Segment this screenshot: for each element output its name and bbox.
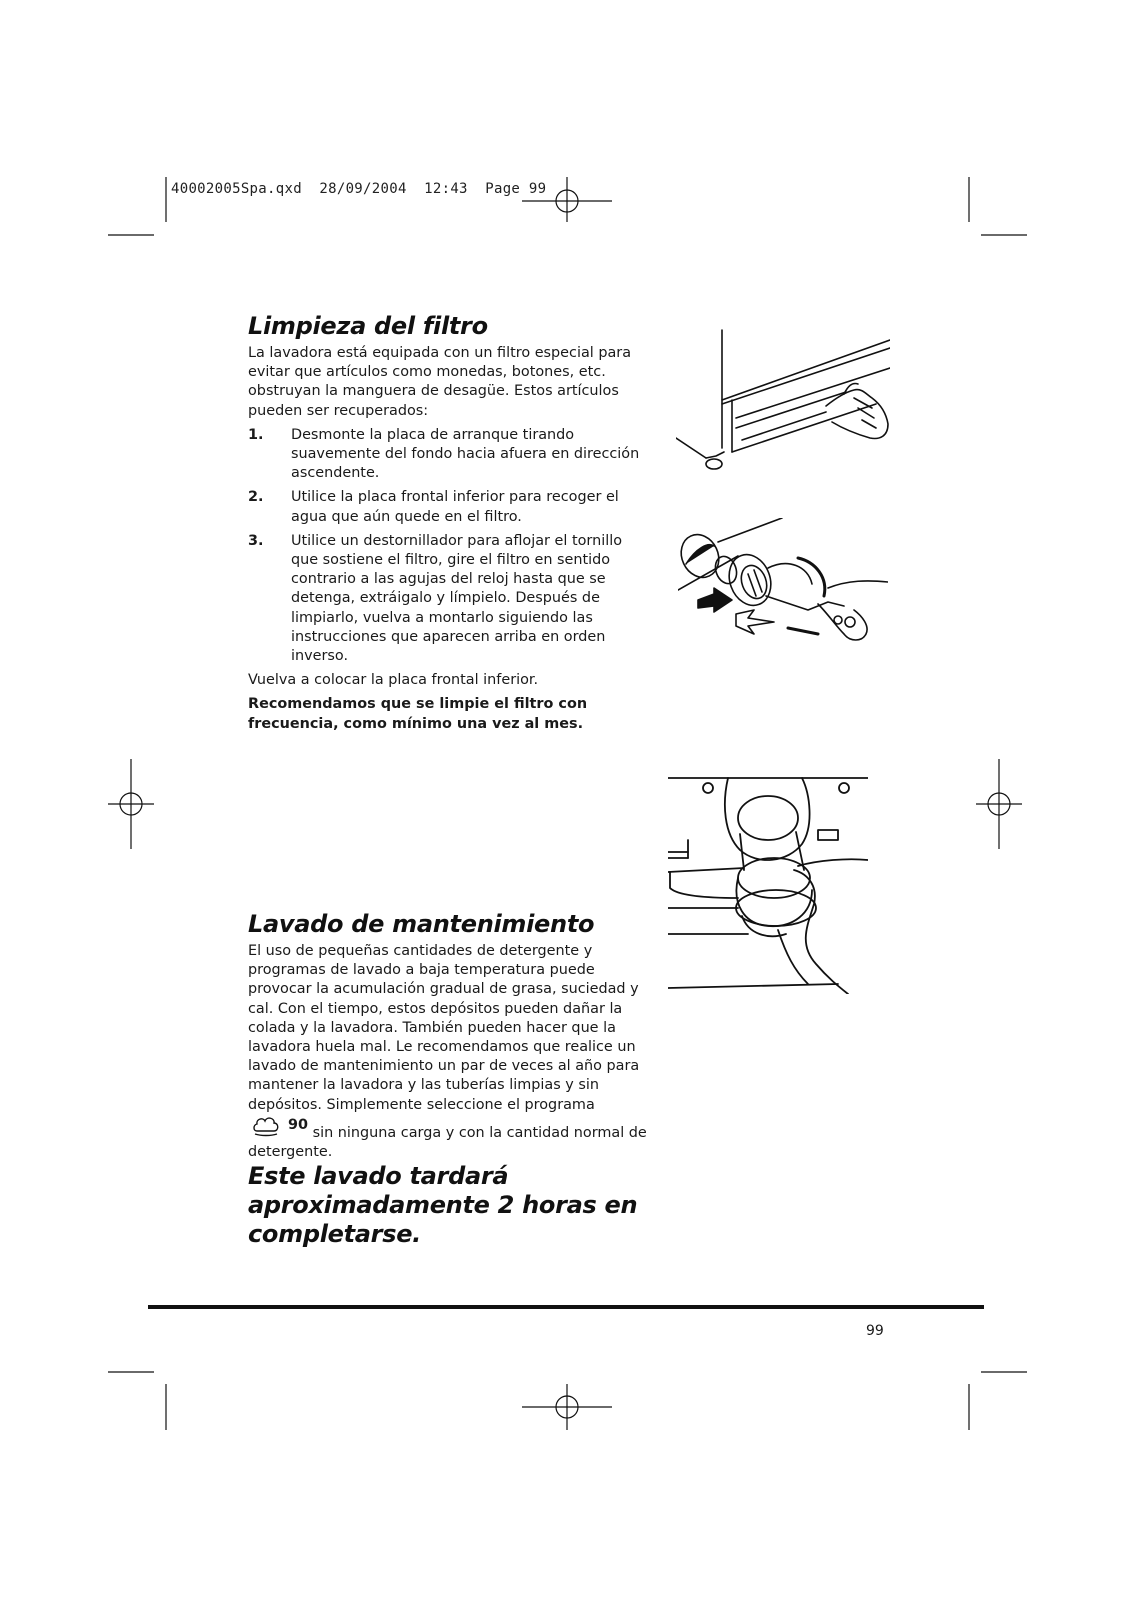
footer-rule [148,1305,984,1309]
filter-recommendation: Recomendamos que se limpie el filtro con frecuencia, como mínimo una vez al mes. [248,696,588,732]
page-number: 99 [866,1323,884,1339]
file-slug: 40002005Spa.qxd 28/09/2004 12:43 Page 99 [171,181,547,197]
lower-panel-removal-illustration [676,328,890,478]
maintenance-section-body [248,942,648,1162]
step-number: 3. [248,532,264,549]
cotton-program-icon [252,1115,280,1137]
maintenance-body-after: sin ninguna carga y con la cantidad normal de detergente. [248,1124,647,1161]
filter-steps-list [248,426,640,666]
list-item [248,488,640,526]
filter-intro: La lavadora está equipada con un filtro especial para evitar que artículos como monedas, botones, etc. obstruyan la manguera de desagüe. Estos artículos pueden ser recuperados: [248,345,632,419]
list-item [248,532,640,666]
program-number: 90 [288,1117,309,1134]
program-selector [248,1115,308,1137]
maintenance-duration-note: Este lavado tardará aproximadamente 2 horas en completarse. [248,1162,638,1248]
filter-closing: Vuelva a colocar la placa frontal inferior. [248,672,539,689]
step-number: 2. [248,489,264,506]
filter-unscrew-illustration [678,518,888,664]
step-text: Utilice la placa frontal inferior para recoger el agua que aún quede en el filtro. [291,489,619,525]
step-number: 1. [248,426,264,443]
step-text: Desmonte la placa de arranque tirando suavemente del fondo hacia afuera en dirección ascendente. [291,426,640,482]
maintenance-body-before: El uso de pequeñas cantidades de detergente y programas de lavado a baja temperatura puede provocar la acumulación gradual de grasa, suciedad y cal. Con el tiempo, estos depósitos pueden dañar la colada y la lavadora. También pueden hacer que la lavadora huela mal. Le recomendamos que realice un lavado de mantenimiento un par de veces al año para mantener la lavadora y las tuberías limpias y sin depósitos. Simplemente seleccione el programa [248,943,640,1113]
section-title-maintenance: Lavado de mantenimiento [248,910,595,938]
list-item [248,426,640,484]
section-title-filter: Limpieza del filtro [248,312,488,340]
step-text: Utilice un destornillador para aflojar el tornillo que sostiene el filtro, gire el filtro en sentido contrario a las agujas del reloj hasta que se detenga, extráigalo y límpielo. Después de limpiarlo, vuelva a montarlo siguiendo las instrucciones que aparecen arriba en orden inverso. [291,532,622,665]
filter-section-body [248,344,640,739]
filter-extraction-illustration [668,774,868,994]
